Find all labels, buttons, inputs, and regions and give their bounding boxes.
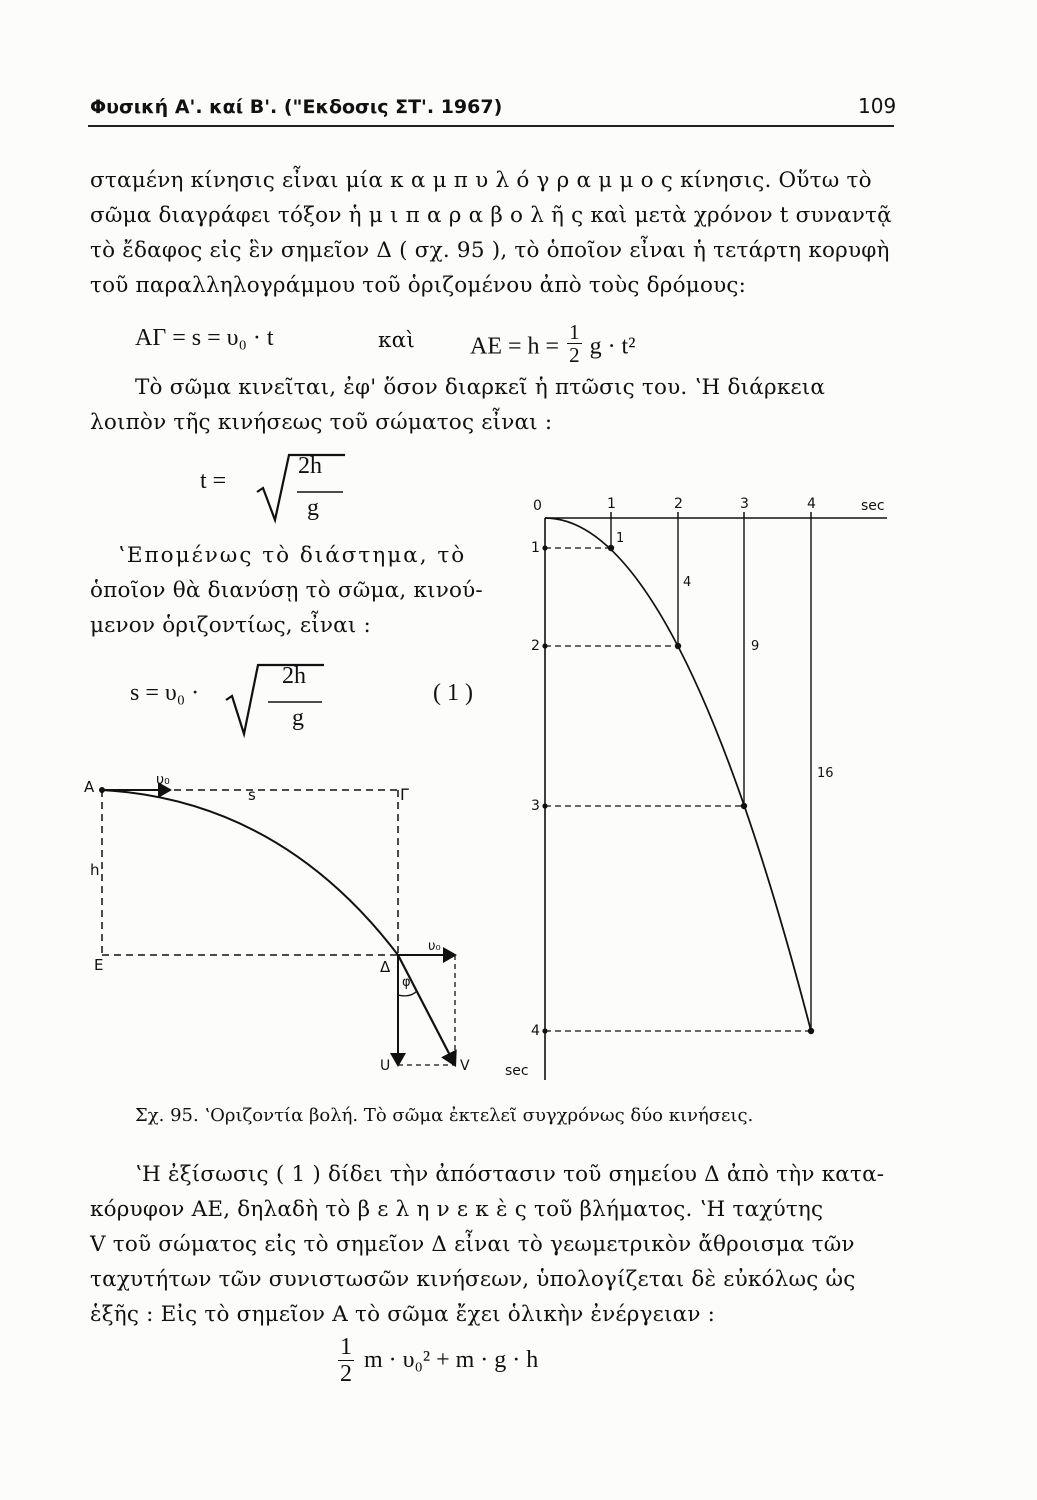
label-a: A <box>84 778 95 796</box>
label-g: Γ <box>400 785 409 804</box>
equation-s-lhs: s = υ₀ · <box>130 680 200 706</box>
equation-tag: ( 1 ) <box>433 680 473 706</box>
page-number: 109 <box>858 94 897 118</box>
label-phi: φ <box>402 975 411 990</box>
equation-energy-rest: m · υ₀² + m · g · h <box>364 1346 539 1373</box>
text-line: ὁποῖον θὰ διανύσῃ τὸ σῶμα, κινού- <box>90 578 483 603</box>
text-line: V τοῦ σώματος εἰς τὸ σημεῖον Δ εἶναι τὸ γεωμετρικὸν ἄθροισμα τῶν <box>90 1232 855 1257</box>
equation-ag: ΑΓ = s = υ₀ · t <box>135 325 274 351</box>
fraction-num: 1 <box>569 320 580 344</box>
tick-left-1: 1 <box>531 540 540 556</box>
equation-ae-suffix: g · t² <box>589 333 636 360</box>
equation-t-lhs: t = <box>200 468 227 494</box>
drop-9: 9 <box>751 639 760 654</box>
figure-time-grid <box>505 490 900 1090</box>
running-header: Φυσική Α'. καί Β'. ("Εκδοσις ΣΤ'. 1967) <box>90 96 503 118</box>
text-line: σταμένη κίνησις εἶναι μία κ α μ π υ λ ό γ ρ α μ μ ο ς κίνησις. Οὕτω τὸ <box>90 168 872 193</box>
equation-conj: καὶ <box>378 328 415 353</box>
tick-top-unit: sec <box>861 498 885 514</box>
drop-16: 16 <box>817 766 834 781</box>
tick-top-0: 0 <box>533 498 542 514</box>
fraction-den: 2 <box>340 1361 352 1388</box>
tick-left-3: 3 <box>531 798 540 814</box>
label-v0-d: υ₀ <box>428 939 441 954</box>
tick-top-2: 2 <box>674 496 683 512</box>
label-s: s <box>248 786 256 804</box>
drop-4: 4 <box>683 575 692 590</box>
label-v0: υ₀ <box>156 772 170 788</box>
fraction-den: 2 <box>569 343 580 368</box>
equation-t-den: g <box>307 495 319 521</box>
sqrt-sign <box>224 660 334 740</box>
label-d: Δ <box>380 958 391 976</box>
tick-top-4: 4 <box>807 496 816 512</box>
equation-s-num: 2h <box>282 663 306 689</box>
text-line: Τὸ σῶμα κινεῖται, ἐφ' ὅσον διαρκεῖ ἡ πτῶσις του. ʽΗ διάρκεια <box>135 375 826 400</box>
equation-ae-prefix: ΑΕ = h = <box>470 333 560 360</box>
text-line: λοιπὸν τῆς κινήσεως τοῦ σώματος εἶναι : <box>90 410 553 435</box>
text-line: τοῦ παραλληλογράμμου τοῦ ὁριζομένου ἀπὸ τοὺς δρόμους: <box>90 273 747 298</box>
figure-horizontal-throw <box>80 770 480 1090</box>
label-u: U <box>380 1058 391 1074</box>
tick-left-2: 2 <box>531 638 540 654</box>
fraction-num: 1 <box>340 1334 352 1360</box>
fraction-half <box>338 1335 354 1388</box>
label-h: h <box>90 861 100 879</box>
fraction-half <box>567 321 582 367</box>
text-line: τὸ ἔδαφος εἰς ἓν σημεῖον Δ ( σχ. 95 ), τὸ ὁποῖον εἶναι ἡ τετάρτη κορυφὴ <box>90 238 890 263</box>
tick-left-4: 4 <box>531 1023 540 1039</box>
label-v: V <box>460 1058 470 1074</box>
tick-top-3: 3 <box>740 496 749 512</box>
text-line: ʽΗ ἐξίσωσις ( 1 ) δίδει τὴν ἀπόστασιν τοῦ σημείου Δ ἀπὸ τὴν κατα- <box>135 1162 885 1187</box>
label-e: E <box>94 956 104 974</box>
tick-top-1: 1 <box>607 496 616 512</box>
text-line: ταχυτήτων τῶν συνιστωσῶν κινήσεων, ὑπολογίζεται δὲ εὐκόλως ὡς <box>90 1267 856 1292</box>
text-line: ʽΕπομένως τὸ διάστημα, τὸ <box>118 543 467 568</box>
figure-caption: Σχ. 95. ʽΟριζοντία βολή. Τὸ σῶμα ἐκτελεῖ συγχρόνως δύο κινήσεις. <box>135 1105 754 1126</box>
text-line: μενον ὁριζοντίως, εἶναι : <box>90 613 371 638</box>
text-line: σῶμα διαγράφει τόξον ἡ μ ι π α ρ α β ο λ ῆ ς καὶ μετὰ χρόνον t συναντᾷ <box>90 203 892 228</box>
equation-energy <box>338 1335 538 1388</box>
text-line: ἑξῆς : Εἰς τὸ σημεῖον Α τὸ σῶμα ἔχει ὁλικὴν ἐνέργειαν : <box>90 1302 716 1327</box>
header-rule <box>88 125 894 127</box>
equation-ae <box>470 320 636 371</box>
drop-1: 1 <box>616 531 625 546</box>
equation-s-den: g <box>292 705 304 731</box>
equation-t-num: 2h <box>298 453 322 479</box>
text-line: κόρυφον ΑΕ, δηλαδὴ τὸ β ε λ η ν ε κ ὲ ς τοῦ βλήματος. ʽΗ ταχύτης <box>90 1197 824 1222</box>
tick-left-unit: sec <box>505 1063 529 1079</box>
